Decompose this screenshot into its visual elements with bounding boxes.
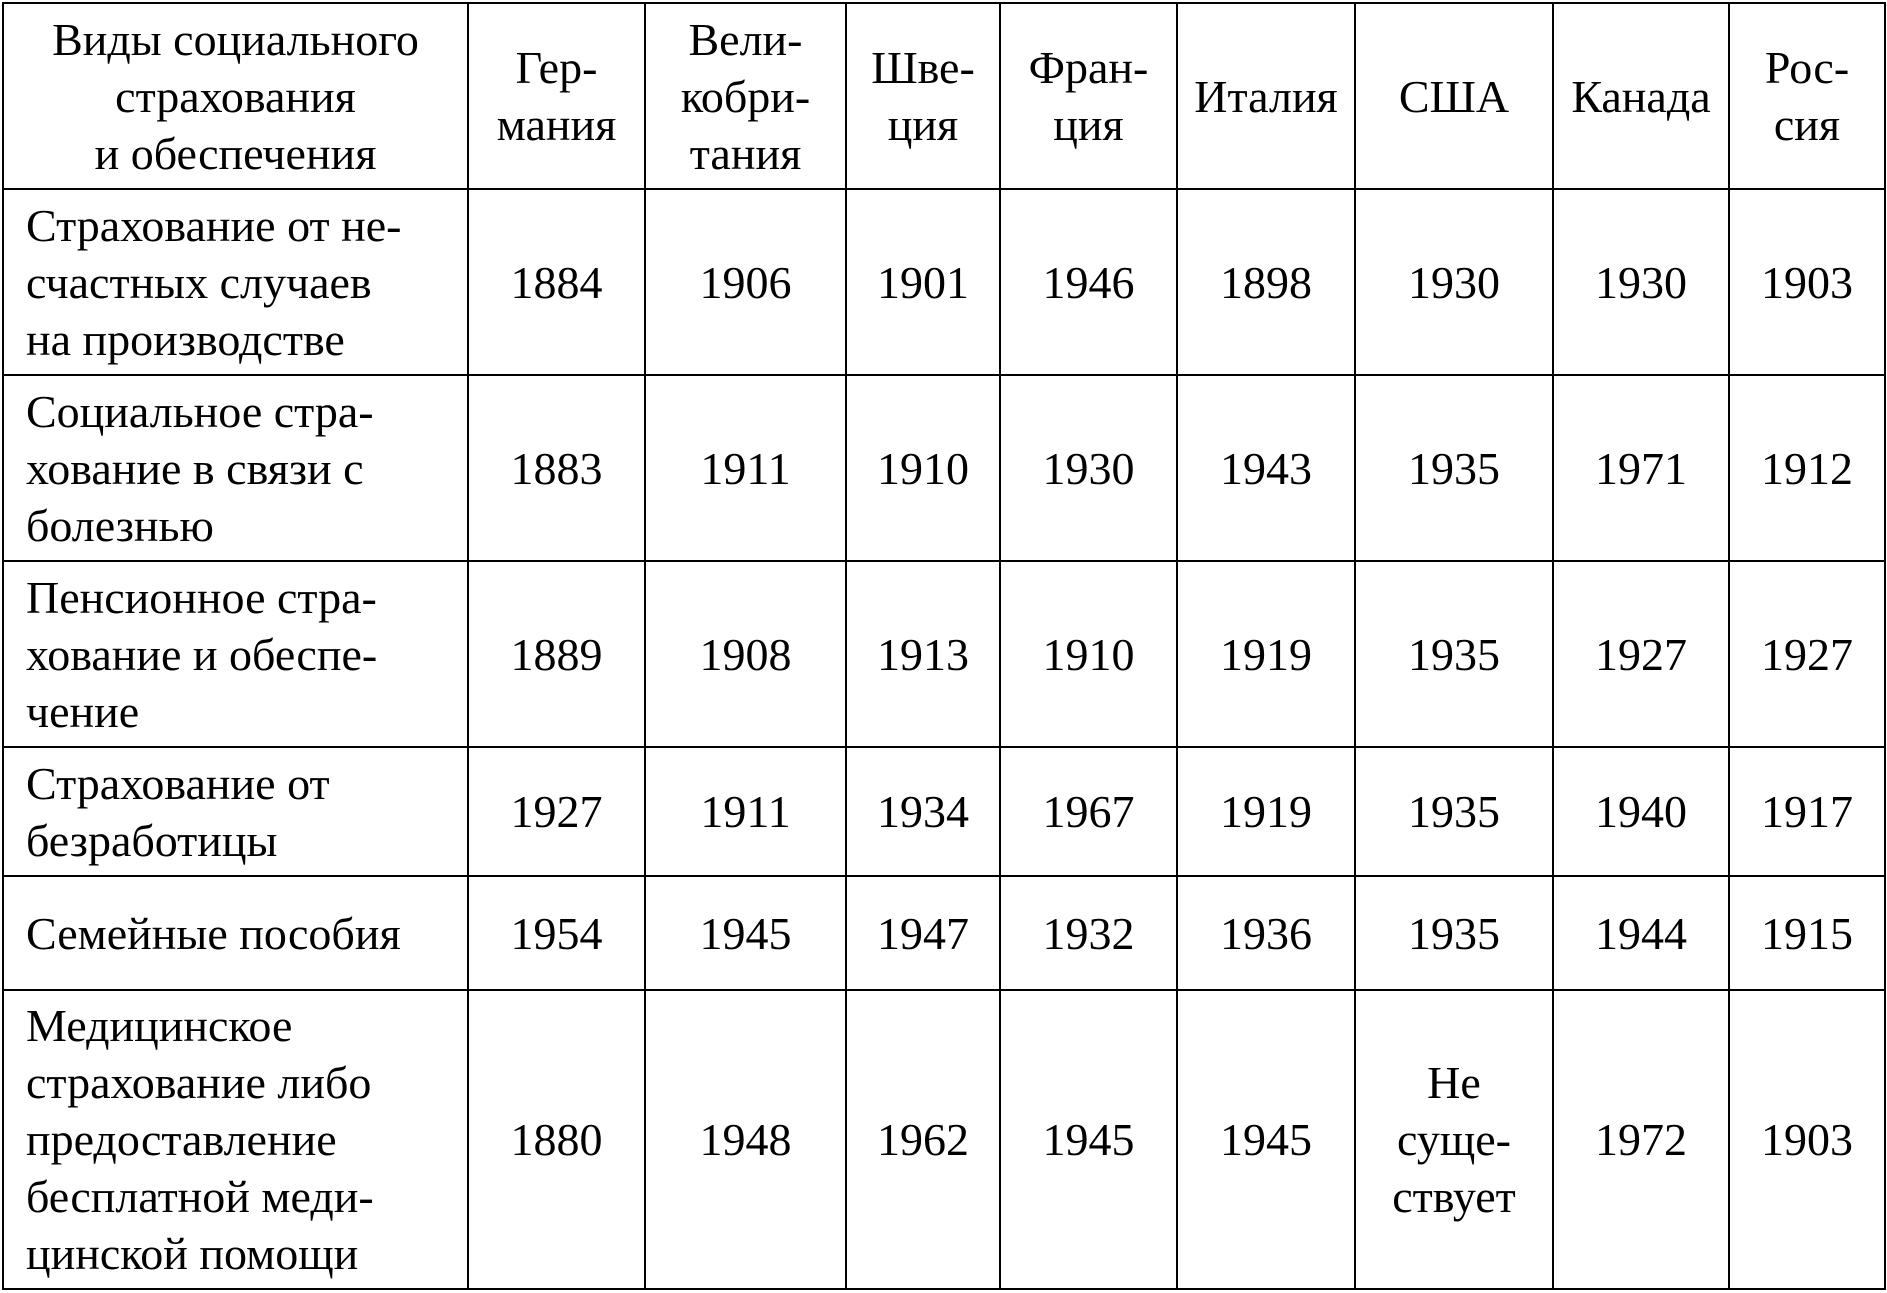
year-cell: 1906 (645, 189, 846, 375)
year-cell: 1936 (1177, 876, 1355, 990)
year-cell: 1945 (1000, 990, 1177, 1289)
year-cell-not-exists (1355, 990, 1553, 1289)
column-header-line: Фран- (1028, 42, 1149, 93)
year-cell: 1880 (468, 990, 645, 1289)
year-cell: 1917 (1729, 747, 1885, 876)
year-cell: 1945 (645, 876, 846, 990)
year-cell: 1932 (1000, 876, 1177, 990)
year-cell: 1935 (1355, 561, 1553, 747)
column-header-line: Шве- (871, 42, 975, 93)
year-cell: 1912 (1729, 375, 1885, 561)
table-row (3, 990, 1885, 1289)
column-header-canada (1553, 3, 1729, 189)
column-header-france (1000, 3, 1177, 189)
table-row (3, 189, 1885, 375)
year-cell-line: Не (1427, 1057, 1481, 1108)
year-cell: 1908 (645, 561, 846, 747)
table-row (3, 561, 1885, 747)
insurance-kind-line: хование и обеспе- (26, 628, 378, 680)
header-row (3, 3, 1885, 189)
year-cell: 1934 (846, 747, 1000, 876)
year-cell: 1927 (468, 747, 645, 876)
column-header-line: Рос- (1764, 42, 1850, 93)
year-cell: 1944 (1553, 876, 1729, 990)
year-cell: 1946 (1000, 189, 1177, 375)
insurance-kind-cell (3, 189, 468, 375)
year-cell: 1945 (1177, 990, 1355, 1289)
insurance-kind-line: Страхование от не- (26, 199, 402, 251)
insurance-kind-line: Социальное стра- (26, 385, 374, 437)
year-cell: 1940 (1553, 747, 1729, 876)
insurance-kind-line: предоставление (26, 1114, 337, 1165)
insurance-kind-cell (3, 990, 468, 1289)
column-header-great-britain (645, 3, 846, 189)
insurance-kind-line: Пенсионное стра- (26, 571, 377, 623)
year-cell: 1911 (645, 747, 846, 876)
column-header-russia (1729, 3, 1885, 189)
year-cell: 1884 (468, 189, 645, 375)
insurance-kind-line: Страхование от (26, 757, 330, 809)
year-cell: 1903 (1729, 189, 1885, 375)
year-cell: 1930 (1553, 189, 1729, 375)
year-cell: 1898 (1177, 189, 1355, 375)
year-cell-line: ствует (1392, 1171, 1516, 1222)
year-cell: 1919 (1177, 561, 1355, 747)
year-cell: 1913 (846, 561, 1000, 747)
corner-header-line: и обеспечения (94, 127, 377, 179)
year-cell: 1962 (846, 990, 1000, 1289)
year-cell: 1954 (468, 876, 645, 990)
year-cell: 1972 (1553, 990, 1729, 1289)
column-header-line: Гер- (515, 42, 598, 93)
insurance-kind-cell (3, 375, 468, 561)
year-cell: 1910 (846, 375, 1000, 561)
table-row (3, 747, 1885, 876)
table-row (3, 375, 1885, 561)
year-cell: 1971 (1553, 375, 1729, 561)
insurance-kind-line: на производстве (26, 313, 345, 365)
year-cell: 1948 (645, 990, 846, 1289)
social-insurance-table (2, 2, 1886, 1290)
insurance-kind-line: Медицинское (26, 1000, 293, 1051)
insurance-kind-line: чение (26, 685, 140, 737)
year-cell: 1943 (1177, 375, 1355, 561)
column-header-sweden (846, 3, 1000, 189)
year-cell: 1935 (1355, 747, 1553, 876)
table-row (3, 876, 1885, 990)
column-header-line: кобри- (680, 70, 811, 122)
year-cell: 1911 (645, 375, 846, 561)
column-header-line: США (1398, 70, 1510, 122)
insurance-kind-line: цинской помощи (26, 1228, 359, 1279)
column-header-line: Италия (1194, 70, 1338, 122)
insurance-kind-cell (3, 561, 468, 747)
year-cell-line: суще- (1397, 1114, 1511, 1165)
year-cell: 1901 (846, 189, 1000, 375)
year-cell: 1910 (1000, 561, 1177, 747)
insurance-kind-line: хование в связи с (26, 442, 364, 494)
column-header-usa (1355, 3, 1553, 189)
column-header-line: ция (1053, 99, 1124, 150)
column-header-line: Вели- (688, 13, 803, 65)
insurance-kind-cell (3, 747, 468, 876)
insurance-kind-line: безработицы (26, 814, 278, 866)
year-cell: 1967 (1000, 747, 1177, 876)
year-cell: 1889 (468, 561, 645, 747)
year-cell: 1935 (1355, 375, 1553, 561)
insurance-kind-line: Семейные пособия (26, 907, 401, 959)
insurance-kind-line: бесплатной меди- (26, 1171, 374, 1222)
insurance-kind-line: болезнью (26, 499, 214, 551)
year-cell: 1903 (1729, 990, 1885, 1289)
column-header-line: мания (496, 99, 617, 150)
year-cell: 1930 (1000, 375, 1177, 561)
year-cell: 1927 (1729, 561, 1885, 747)
column-header-italy (1177, 3, 1355, 189)
column-header-line: сия (1773, 99, 1841, 150)
year-cell: 1883 (468, 375, 645, 561)
column-header-line: Канада (1571, 70, 1711, 122)
column-header-line: тания (689, 127, 802, 179)
year-cell: 1927 (1553, 561, 1729, 747)
corner-header-line: страхования (115, 70, 356, 122)
column-header-germany (468, 3, 645, 189)
year-cell: 1930 (1355, 189, 1553, 375)
column-header-line: ция (887, 99, 959, 150)
corner-header-line: Виды социального (52, 13, 419, 65)
year-cell: 1915 (1729, 876, 1885, 990)
year-cell: 1935 (1355, 876, 1553, 990)
year-cell: 1919 (1177, 747, 1355, 876)
insurance-kind-cell (3, 876, 468, 990)
year-cell: 1947 (846, 876, 1000, 990)
insurance-kind-line: страхование либо (26, 1057, 372, 1108)
insurance-kind-line: счастных случаев (26, 256, 372, 308)
corner-header-cell (3, 3, 468, 189)
